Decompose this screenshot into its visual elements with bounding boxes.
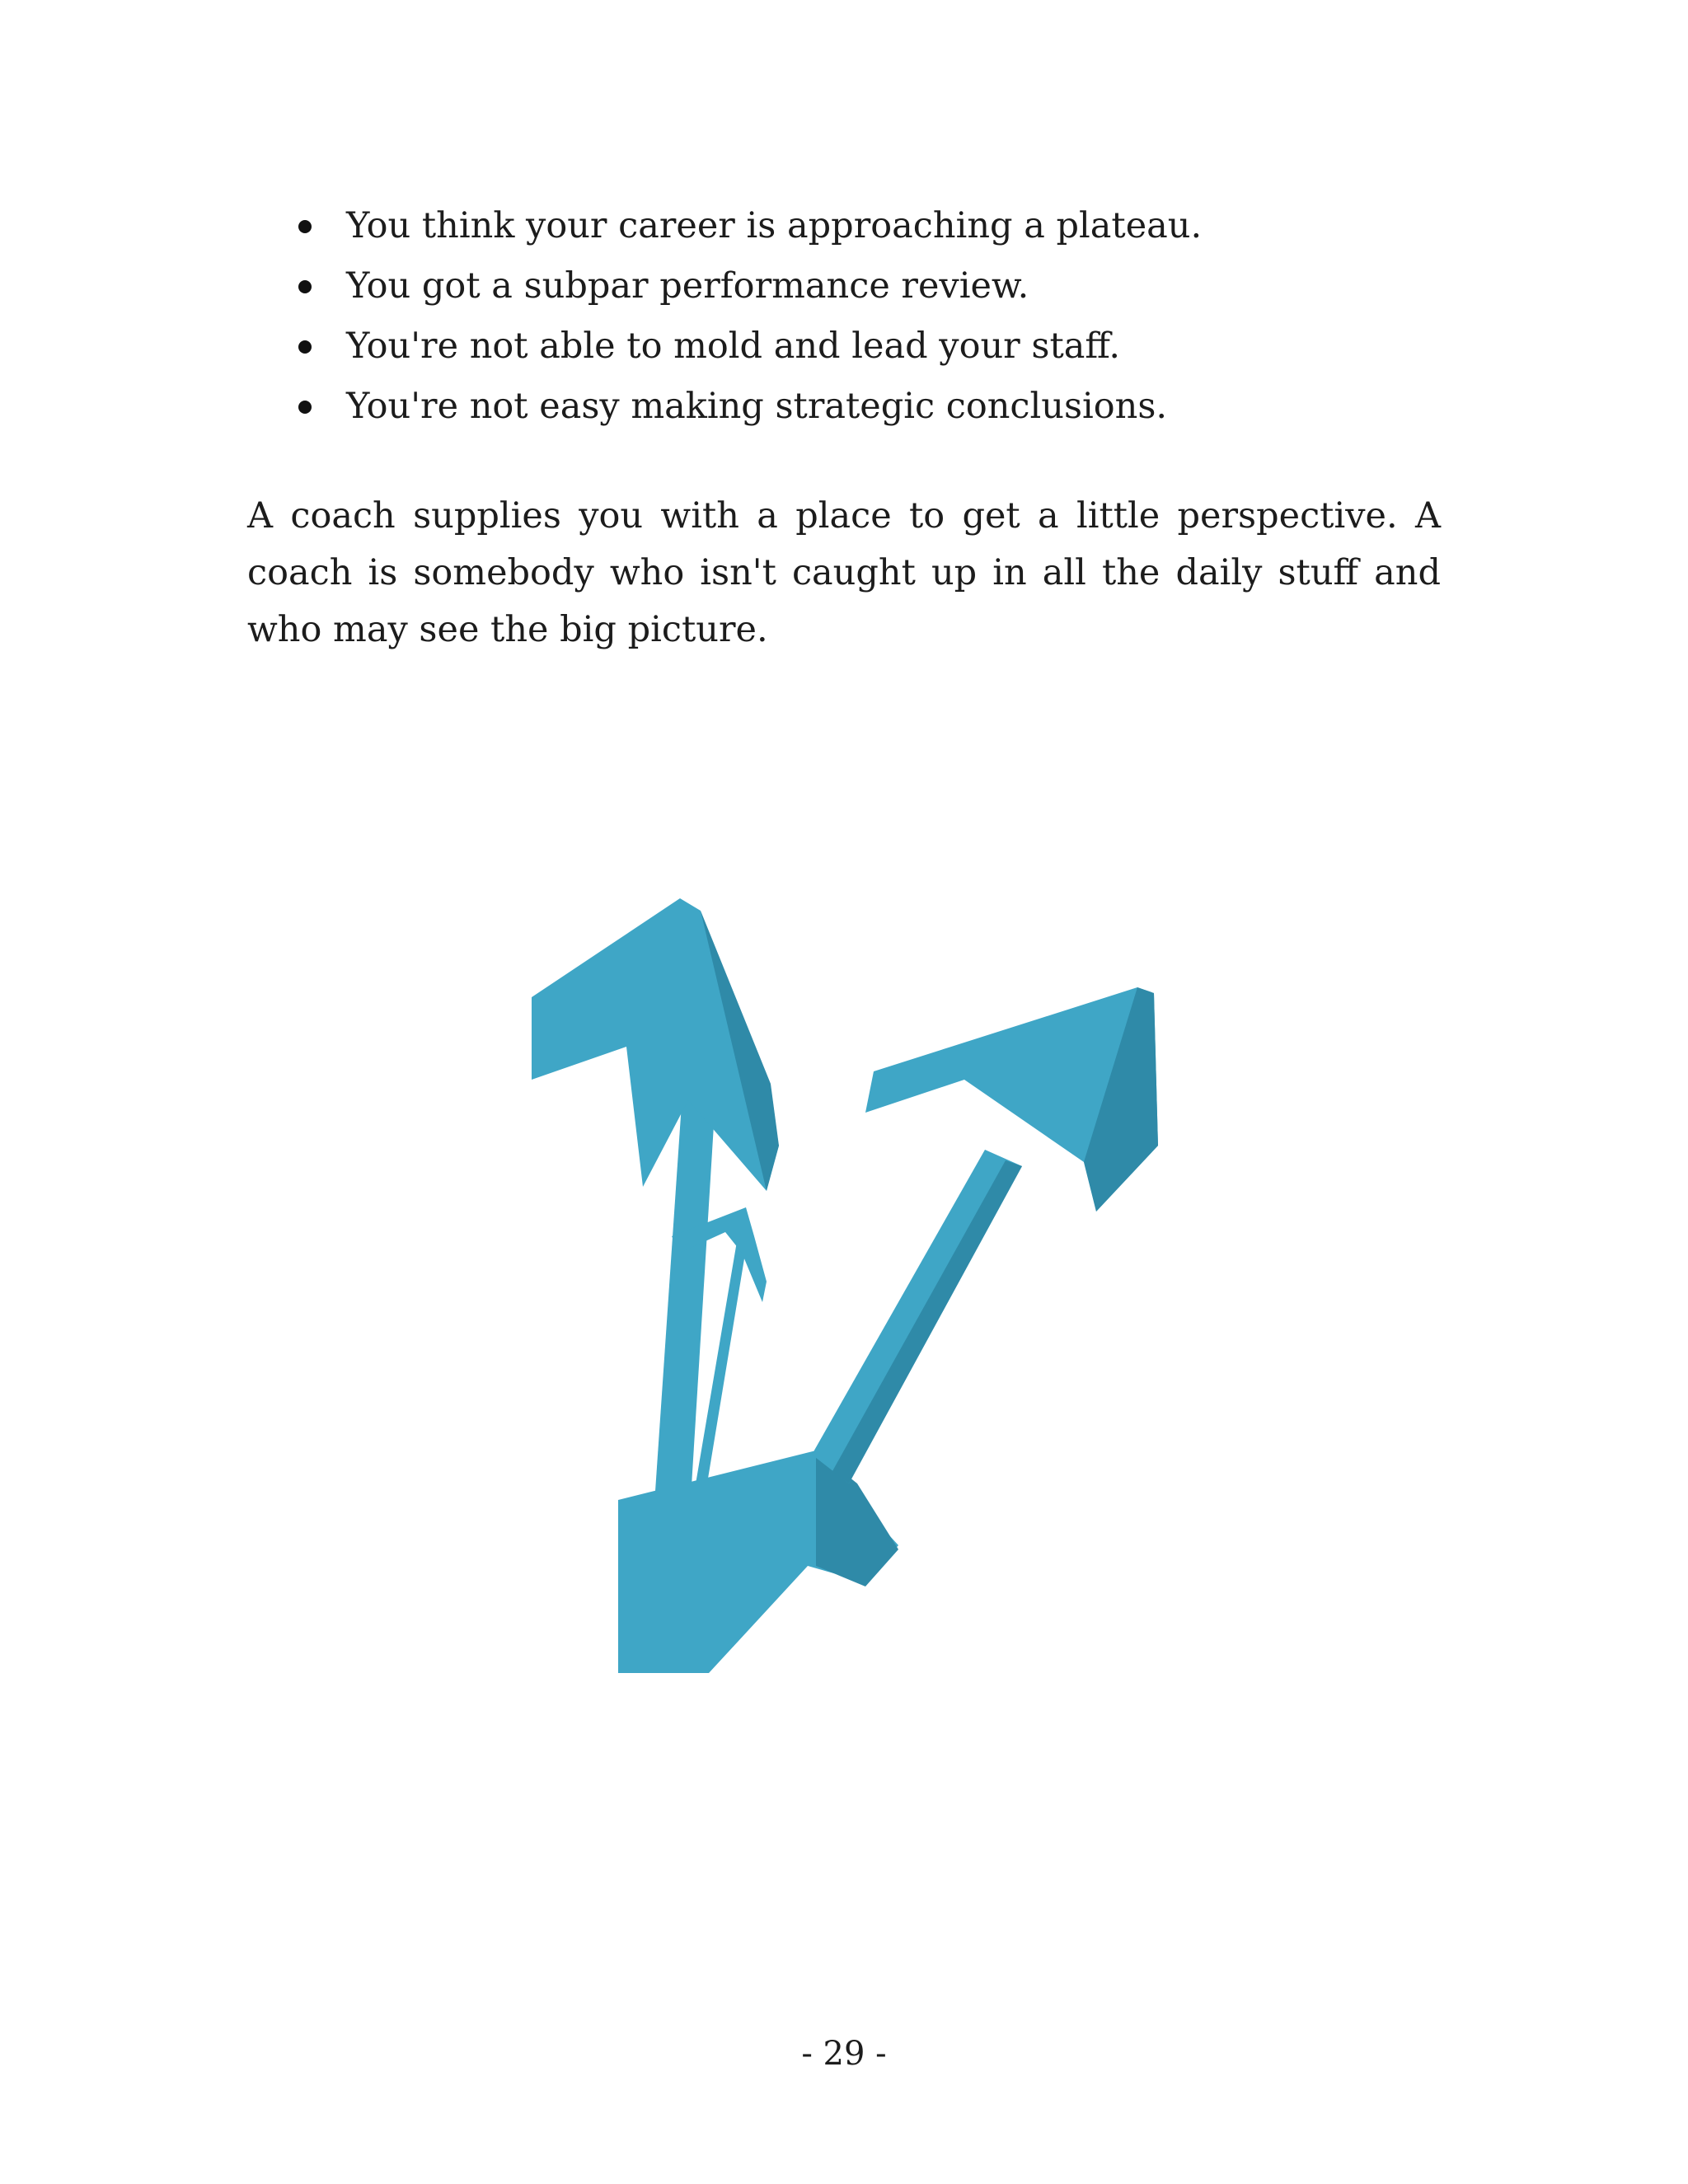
list-item (290, 256, 1485, 316)
list-item-text: You think your career is approaching a plateau. (346, 205, 1203, 246)
list-item-text: You're not able to mold and lead your staff. (346, 326, 1121, 367)
list-item (290, 316, 1485, 377)
base-arrow-side (816, 1451, 898, 1586)
list-item (290, 196, 1485, 256)
bullet-icon (298, 220, 312, 233)
bullet-list (290, 196, 1485, 437)
bullet-icon (298, 401, 312, 414)
right-arrow-shaft-shade (832, 1160, 1022, 1483)
list-item-text: You're not easy making strategic conclusions. (346, 386, 1168, 427)
list-item (290, 377, 1485, 437)
arrows-illustration (478, 775, 1203, 1690)
bullet-icon (298, 280, 312, 293)
bullet-icon (298, 340, 312, 354)
body-paragraph: A coach supplies you with a place to get a little perspective. A coach is somebody who isn't caught up in all the daily stuff and who may see the big picture. (247, 495, 1441, 650)
list-item-text: You got a subpar performance review. (346, 265, 1029, 307)
arrows-icon (478, 775, 1203, 1690)
page-number: - 29 - (801, 2035, 887, 2073)
